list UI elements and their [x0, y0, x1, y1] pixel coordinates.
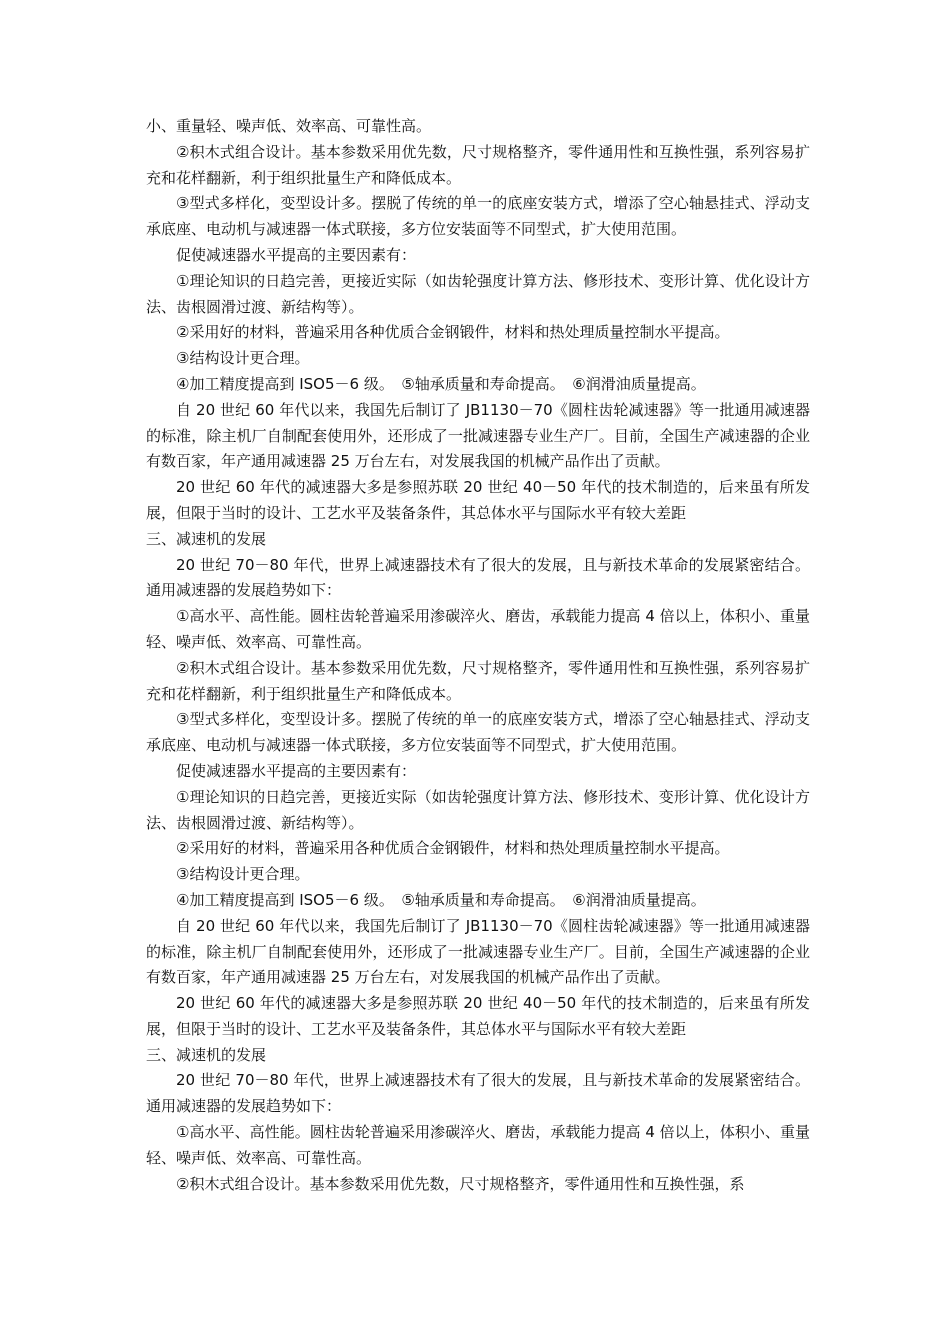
paragraph: ④加工精度提高到 ISO5－6 级。 ⑤轴承质量和寿命提高。 ⑥润滑油质量提高。 [176, 890, 706, 909]
section-line: 小、重量轻、噪声低、效率高、可靠性高。 [146, 117, 432, 135]
paragraph: 20 世纪 70－80 年代，世界上减速器技术有了很大的发展，且与新技术革命的发展紧密结合。通用减速器的发展趋势如下： [146, 555, 810, 600]
paragraph: 促使减速器水平提高的主要因素有： [176, 761, 417, 780]
paragraph: 自 20 世纪 60 年代以来，我国先后制订了 JB1130－70《圆柱齿轮减速器》等一批通用减速器的标准，除主机厂自制配套使用外，还形成了一批减速器专业生产厂。目前，全国生产减速器的企业有数百家，年产通用减速器 25 万台左右，对发展我国的机械产品作出了贡献。 [146, 916, 810, 987]
section-line: 三、减速机的发展 [146, 1045, 267, 1064]
paragraph: ②积木式组合设计。基本参数采用优先数，尺寸规格整齐，零件通用性和互换性强，系列容易扩充和花样翻新，利于组织批量生产和降低成本。 [146, 658, 810, 703]
paragraph: 20 世纪 70－80 年代，世界上减速器技术有了很大的发展，且与新技术革命的发展紧密结合。通用减速器的发展趋势如下： [146, 1071, 810, 1116]
paragraph: 自 20 世纪 60 年代以来，我国先后制订了 JB1130－70《圆柱齿轮减速器》等一批通用减速器的标准，除主机厂自制配套使用外，还形成了一批减速器专业生产厂。目前，全国生产减速器的企业有数百家，年产通用减速器 25 万台左右，对发展我国的机械产品作出了贡献。 [146, 400, 810, 471]
paragraph: ②积木式组合设计。基本参数采用优先数，尺寸规格整齐，零件通用性和互换性强，系 [176, 1174, 745, 1193]
paragraph: ③型式多样化，变型设计多。摆脱了传统的单一的底座安装方式，增添了空心轴悬挂式、浮动支承底座、电动机与减速器一体式联接，多方位安装面等不同型式，扩大使用范围。 [146, 710, 810, 755]
paragraph: ①理论知识的日趋完善，更接近实际（如齿轮强度计算方法、修形技术、变形计算、优化设计方法、齿根圆滑过渡、新结构等）。 [146, 271, 810, 316]
paragraph: ③结构设计更合理。 [176, 865, 310, 884]
paragraph: ①高水平、高性能。圆柱齿轮普遍采用渗碳淬火、磨齿，承载能力提高 4 倍以上，体积小、重量轻、噪声低、效率高、可靠性高。 [146, 607, 810, 651]
paragraph: 20 世纪 60 年代的减速器大多是参照苏联 20 世纪 40－50 年代的技术制造的，后来虽有所发展，但限于当时的设计、工艺水平及装备条件，其总体水平与国际水平有较大差距 [146, 994, 810, 1038]
paragraph: ①理论知识的日趋完善，更接近实际（如齿轮强度计算方法、修形技术、变形计算、优化设计方法、齿根圆滑过渡、新结构等）。 [146, 787, 810, 832]
paragraph: 促使减速器水平提高的主要因素有： [176, 245, 417, 264]
paragraph: 20 世纪 60 年代的减速器大多是参照苏联 20 世纪 40－50 年代的技术制造的，后来虽有所发展，但限于当时的设计、工艺水平及装备条件，其总体水平与国际水平有较大差距 [146, 478, 810, 522]
paragraph: ③结构设计更合理。 [176, 349, 310, 368]
section-line: 三、减速机的发展 [146, 529, 267, 548]
paragraph: ②积木式组合设计。基本参数采用优先数，尺寸规格整齐，零件通用性和互换性强，系列容易扩充和花样翻新，利于组织批量生产和降低成本。 [146, 142, 810, 187]
paragraph: ②采用好的材料，普遍采用各种优质合金钢锻件，材料和热处理质量控制水平提高。 [176, 323, 730, 342]
paragraph: ③型式多样化，变型设计多。摆脱了传统的单一的底座安装方式，增添了空心轴悬挂式、浮动支承底座、电动机与减速器一体式联接，多方位安装面等不同型式，扩大使用范围。 [146, 194, 810, 239]
paragraph: ④加工精度提高到 ISO5－6 级。 ⑤轴承质量和寿命提高。 ⑥润滑油质量提高。 [176, 374, 706, 393]
document-body [146, 114, 810, 1197]
paragraph: ②采用好的材料，普遍采用各种优质合金钢锻件，材料和热处理质量控制水平提高。 [176, 839, 730, 858]
paragraph: ①高水平、高性能。圆柱齿轮普遍采用渗碳淬火、磨齿，承载能力提高 4 倍以上，体积小、重量轻、噪声低、效率高、可靠性高。 [146, 1123, 810, 1167]
